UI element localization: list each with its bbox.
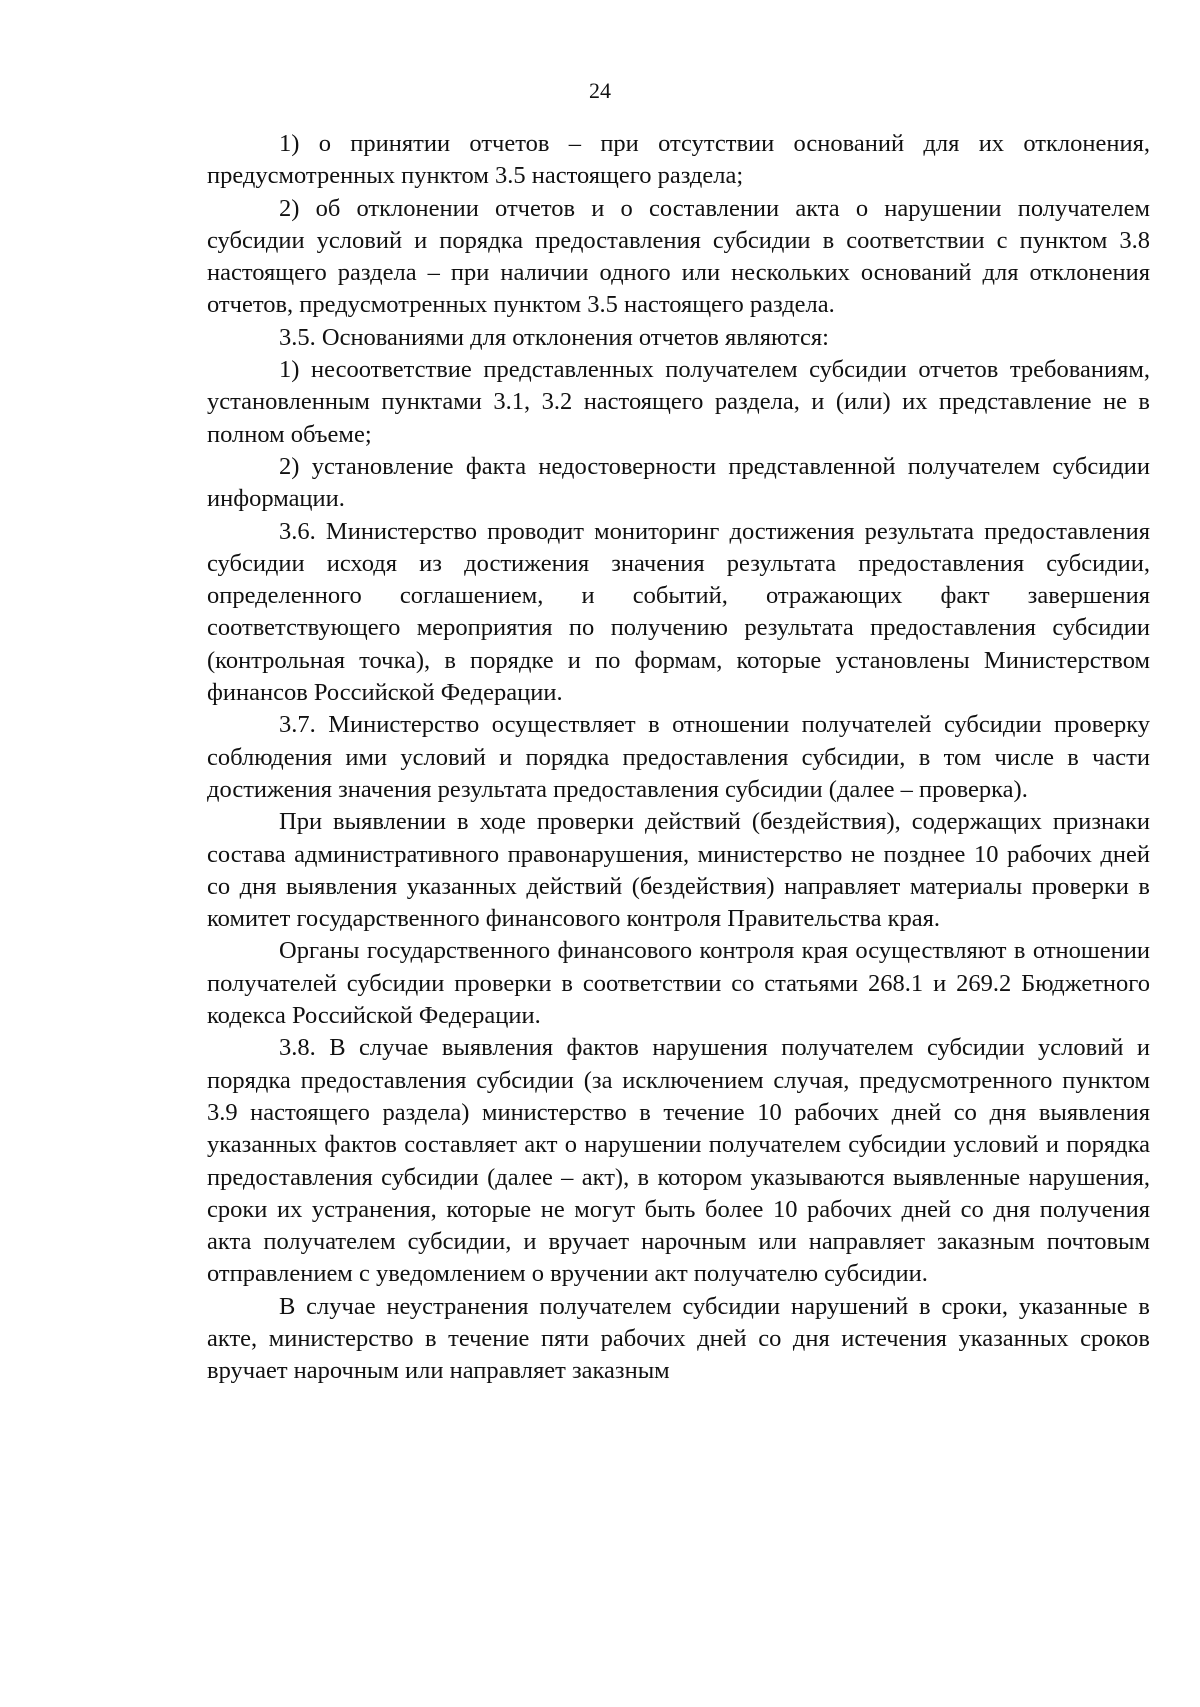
paragraph-3-7-violations: При выявлении в ходе проверки действий (бездействия), содержащих признаки состава административного правонарушения, министерство не позднее 10 рабочих дней со дня выявления указанных действий (бездействия) направляет материалы проверки в комитет государственного финансового контроля Правительства края. bbox=[207, 808, 1150, 933]
page-number: 24 bbox=[589, 78, 611, 103]
paragraph-3-5: 3.5. Основаниями для отклонения отчетов являются: bbox=[279, 323, 829, 351]
document-body bbox=[207, 128, 1150, 1388]
paragraph-3-5-1: 1) несоответствие представленных получателем субсидии отчетов требованиям, установленным пунктами 3.1, 3.2 настоящего раздела, и (или) их представление не в полном объеме; bbox=[207, 356, 1150, 448]
paragraph-3-8: 3.8. В случае выявления фактов нарушения получателем субсидии условий и порядка предоставления субсидии (за исключением случая, предусмотренного пунктом 3.9 настоящего раздела) министерство в течение 10 рабочих дней со дня выявления указанных фактов составляет акт о нарушении получателем субсидии условий и порядка предоставления субсидии (далее – акт), в котором указываются выявленные нарушения, сроки их устранения, которые не могут быть более 10 рабочих дней со дня получения акта получателем субсидии, и вручает нарочным или направляет заказным почтовым отправлением с уведомлением о вручении акт получателю субсидии. bbox=[207, 1034, 1150, 1288]
paragraph-3-7: 3.7. Министерство осуществляет в отношении получателей субсидии проверку соблюдения ими условий и порядка предоставления субсидии, в том числе в части достижения значения результата предоставления субсидии (далее – проверка). bbox=[207, 711, 1150, 803]
paragraph-3-5-2: 2) установление факта недостоверности представленной получателем субсидии информации. bbox=[207, 452, 1150, 513]
paragraph-3-6: 3.6. Министерство проводит мониторинг достижения результата предоставления субсидии исходя из достижения значения результата предоставления субсидии, определенного соглашением, и событий, отражающих факт завершения соответствующего мероприятия по получению результата предоставления субсидии (контрольная точка), в порядке и по формам, которые установлены Министерством финансов Российской Федерации. bbox=[207, 517, 1150, 707]
paragraph-1-1: 1) о принятии отчетов – при отсутствии оснований для их отклонения, предусмотренных пунктом 3.5 настоящего раздела; bbox=[207, 130, 1150, 190]
paragraph-3-7-control-bodies: Органы государственного финансового контроля края осуществляют в отношении получателей субсидии проверки в соответствии со статьями 268.1 и 269.2 Бюджетного кодекса Российской Федерации. bbox=[207, 937, 1150, 1030]
paragraph-1-2: 2) об отклонении отчетов и о составлении акта о нарушении получателем субсидии условий и порядка предоставления субсидии в соответствии с пунктом 3.8 настоящего раздела – при наличии одного или нескольких оснований для отклонения отчетов, предусмотренных пунктом 3.5 настоящего раздела. bbox=[207, 194, 1150, 319]
paragraph-3-8-non-elimination: В случае неустранения получателем субсидии нарушений в сроки, указанные в акте, министерство в течение пяти рабочих дней со дня истечения указанных сроков вручает нарочным или направляет заказным bbox=[207, 1292, 1150, 1385]
